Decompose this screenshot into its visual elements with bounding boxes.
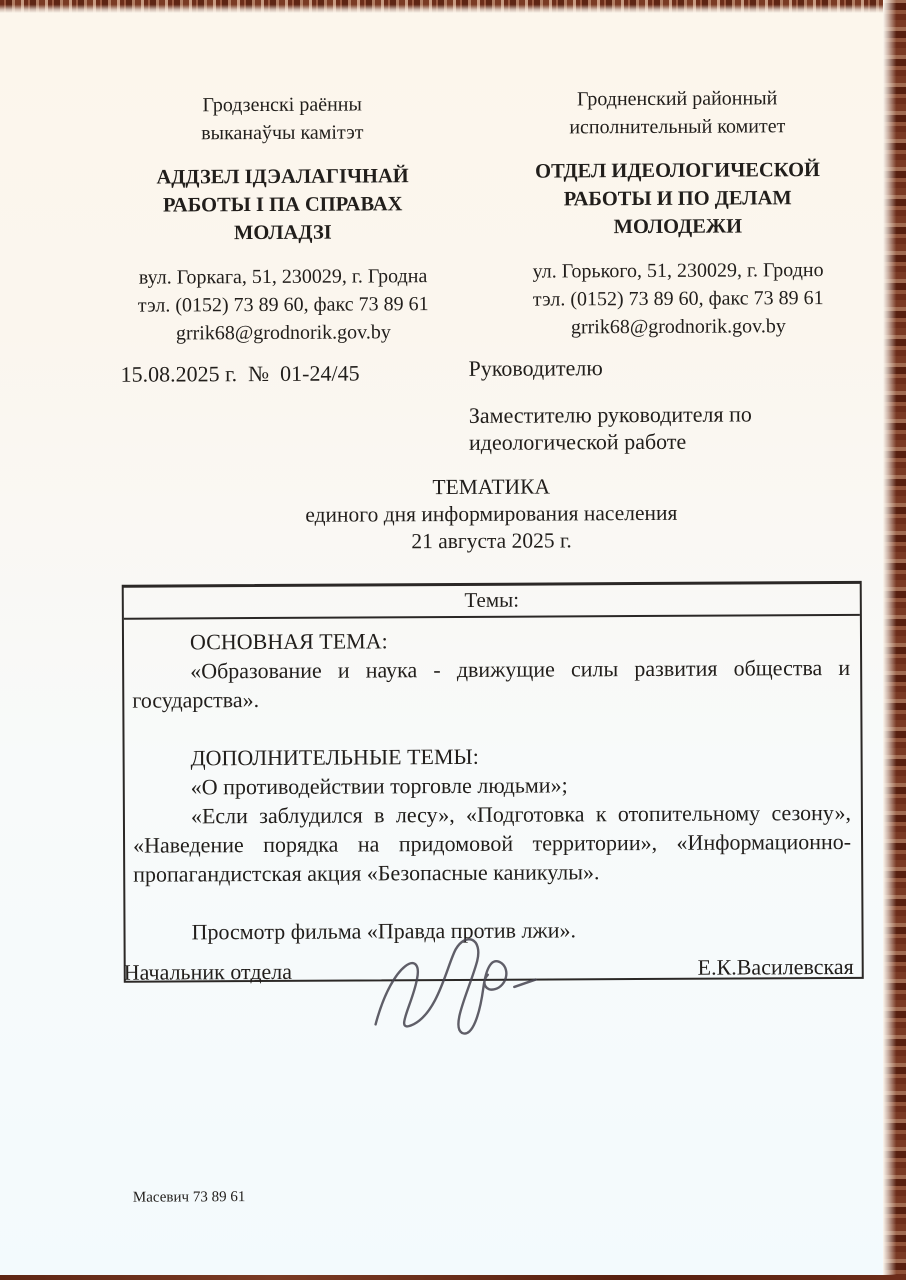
signer-position: Начальник отдела [123, 958, 293, 985]
additional-topic-2: «Если заблудился в лесу», «Подготовка к отопительному сезону», «Наведение порядка на придомовой территории», «Информационно-пропагандистская акция «Безопасные каникулы». [133, 799, 852, 887]
contact-block [488, 256, 868, 342]
addressee-to: Руководителю [468, 355, 603, 381]
document-title [121, 472, 861, 557]
executor-contact: Масевич 73 89 61 [132, 1189, 246, 1206]
org-name-line: выканаўчы камітэт [201, 121, 364, 145]
main-topic-heading: ОСНОВНАЯ ТЕМА: [189, 628, 388, 655]
department-name-line: ОТДЕЛ ИДЕОЛОГИЧЕСКОЙ [535, 159, 821, 183]
title-line-3: 21 августа 2025 г. [411, 528, 572, 554]
department-name-line: РАБОТЫ И ПО ДЕЛАМ [563, 187, 792, 211]
topics-table-header: Темы: [124, 584, 860, 620]
phone-fax: тэл. (0152) 73 89 60, факс 73 89 61 [532, 287, 824, 311]
org-name-line: Гродненский районный [576, 87, 778, 111]
additional-topics-heading: ДОПОЛНИТЕЛЬНЫЕ ТЕМЫ: [190, 743, 479, 771]
signer-name: Е.К.Василевская [697, 953, 854, 980]
film-note: Просмотр фильма «Правда против лжи». [191, 917, 577, 945]
department-name-line: РАБОТЫ І ПА СПРАВАХ [162, 193, 403, 217]
phone-fax: тэл. (0152) 73 89 60, факс 73 89 61 [137, 293, 429, 317]
addressee-deputy: Заместителю руководителя по идеологической работе [468, 401, 752, 455]
scan-edge-top [0, 0, 906, 13]
department-name-line: АДДЗЕЛ ІДЭАЛАГІЧНАЙ [156, 165, 409, 189]
handwritten-signature [348, 918, 589, 1053]
scan-edge-bottom [0, 1275, 906, 1280]
department-name-line: МОЛОДЕЖИ [613, 215, 743, 239]
department-name [487, 156, 867, 242]
org-name-line: Гродзенскі раённы [202, 93, 362, 117]
street-address: ул. Горького, 51, 230029, г. Гродно [532, 259, 824, 283]
date-and-number: 15.08.2025 г. № 01-24/45 [120, 360, 360, 387]
email-address: grrik68@grodnorik.gov.by [175, 321, 391, 345]
department-name-line: МОЛАДЗІ [233, 221, 332, 245]
additional-topic-1: «О противодействии торговле людьми»; [190, 772, 568, 800]
department-name [98, 162, 468, 248]
email-address: grrik68@grodnorik.gov.by [570, 315, 786, 339]
letterhead-russian [487, 84, 868, 342]
title-line-2: единого дня информирования населения [305, 500, 678, 527]
main-topic-text: «Образование и наука - движущие силы развития общества и государства». [132, 654, 851, 713]
street-address: вул. Горкага, 51, 230029, г. Гродна [138, 265, 428, 289]
scan-edge-right [883, 0, 906, 1280]
topics-table [122, 581, 864, 983]
letterhead-belarusian [97, 90, 468, 348]
title-line-1: ТЕМАТИКА [432, 474, 551, 500]
addressee-block [469, 353, 800, 456]
contact-block [98, 262, 468, 348]
org-name-line: исполнительный комитет [569, 115, 786, 139]
